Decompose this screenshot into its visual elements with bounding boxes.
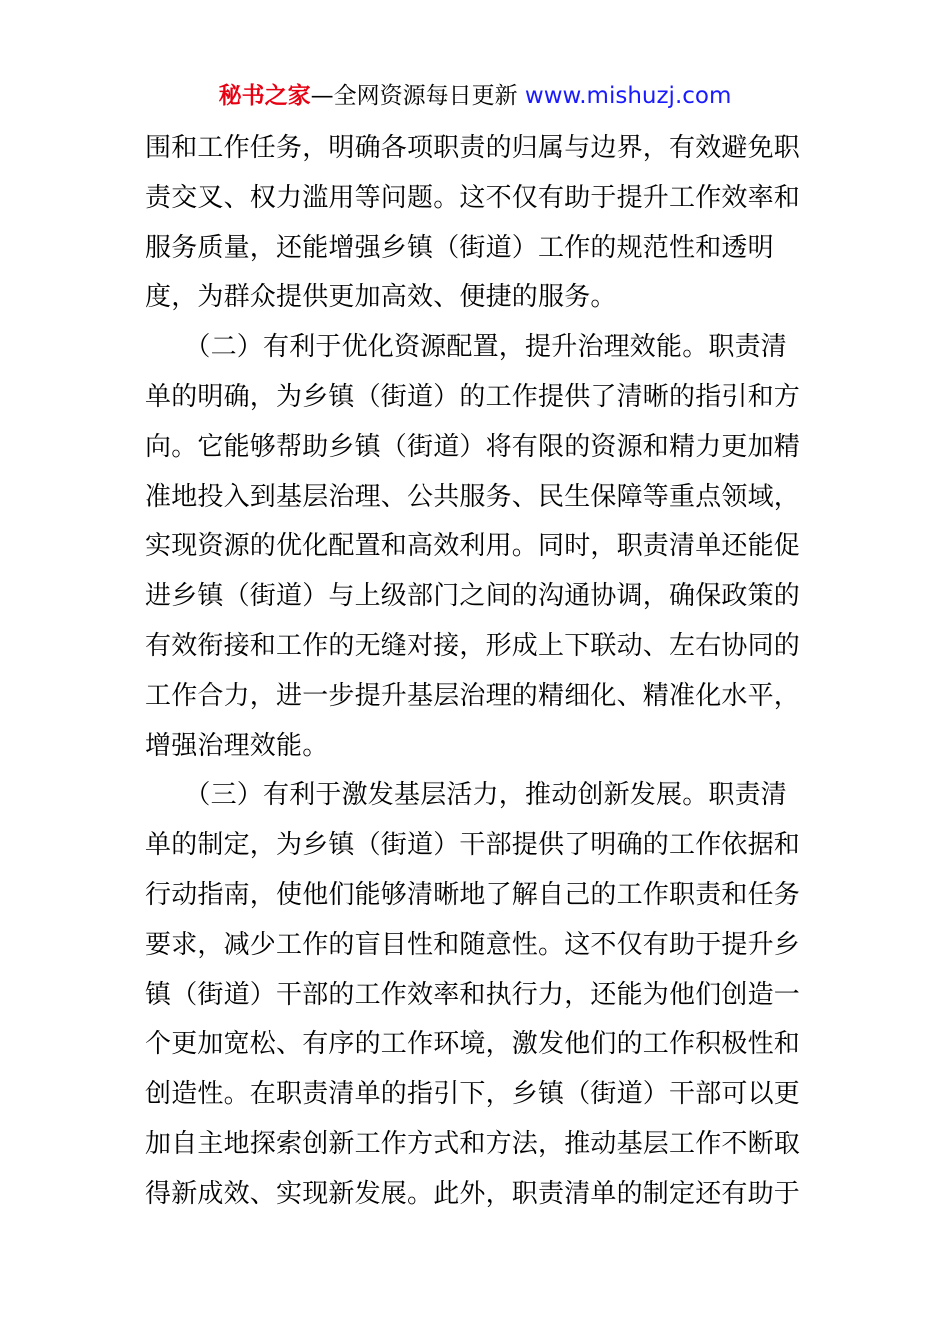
text-line: 向。它能够帮助乡镇（街道）将有限的资源和精力更加精 <box>145 431 801 462</box>
text-line: 行动指南，使他们能够清晰地了解自己的工作职责和任务 <box>145 879 801 910</box>
text-line: 得新成效、实现新发展。此外，职责清单的制定还有助于 <box>145 1178 801 1209</box>
text-line: （二）有利于优化资源配置，提升治理效能。职责清 <box>145 332 788 363</box>
text-line: 准地投入到基层治理、公共服务、民生保障等重点领域， <box>145 481 801 512</box>
text-line: 度，为群众提供更加高效、便捷的服务。 <box>145 282 617 313</box>
text-line: 责交叉、权力滥用等问题。这不仅有助于提升工作效率和 <box>145 182 801 213</box>
text-line: 实现资源的优化配置和高效利用。同时，职责清单还能促 <box>145 531 801 562</box>
text-line: 服务质量，还能增强乡镇（街道）工作的规范性和透明 <box>145 232 774 263</box>
text-line: 要求，减少工作的盲目性和随意性。这不仅有助于提升乡 <box>145 929 801 960</box>
text-line: 增强治理效能。 <box>145 730 329 761</box>
text-line: 个更加宽松、有序的工作环境，激发他们的工作积极性和 <box>145 1029 801 1060</box>
text-line: 有效衔接和工作的无缝对接，形成上下联动、左右协同的 <box>145 630 801 661</box>
text-line: 工作合力，进一步提升基层治理的精细化、精准化水平， <box>145 680 801 711</box>
header-url-link[interactable]: www.mishuzj.com <box>524 83 732 109</box>
text-line: 创造性。在职责清单的指引下，乡镇（街道）干部可以更 <box>145 1079 801 1110</box>
text-line: 围和工作任务，明确各项职责的归属与边界，有效避免职 <box>145 133 801 163</box>
header-slogan: —全网资源每日更新 <box>310 83 525 109</box>
text-line: 进乡镇（街道）与上级部门之间的沟通协调，确保政策的 <box>145 581 801 612</box>
text-line: 单的制定，为乡镇（街道）干部提供了明确的工作依据和 <box>145 830 801 861</box>
body-text <box>145 124 807 1220</box>
text-line: 加自主地探索创新工作方式和方法，推动基层工作不断取 <box>145 1128 801 1159</box>
text-line: （三）有利于激发基层活力，推动创新发展。职责清 <box>145 780 788 811</box>
text-line: 镇（街道）干部的工作效率和执行力，还能为他们创造一 <box>145 979 801 1010</box>
text-line: 单的明确，为乡镇（街道）的工作提供了清晰的指引和方 <box>145 381 801 412</box>
page-header <box>0 78 950 114</box>
header-brand: 秘书之家 <box>218 83 311 109</box>
